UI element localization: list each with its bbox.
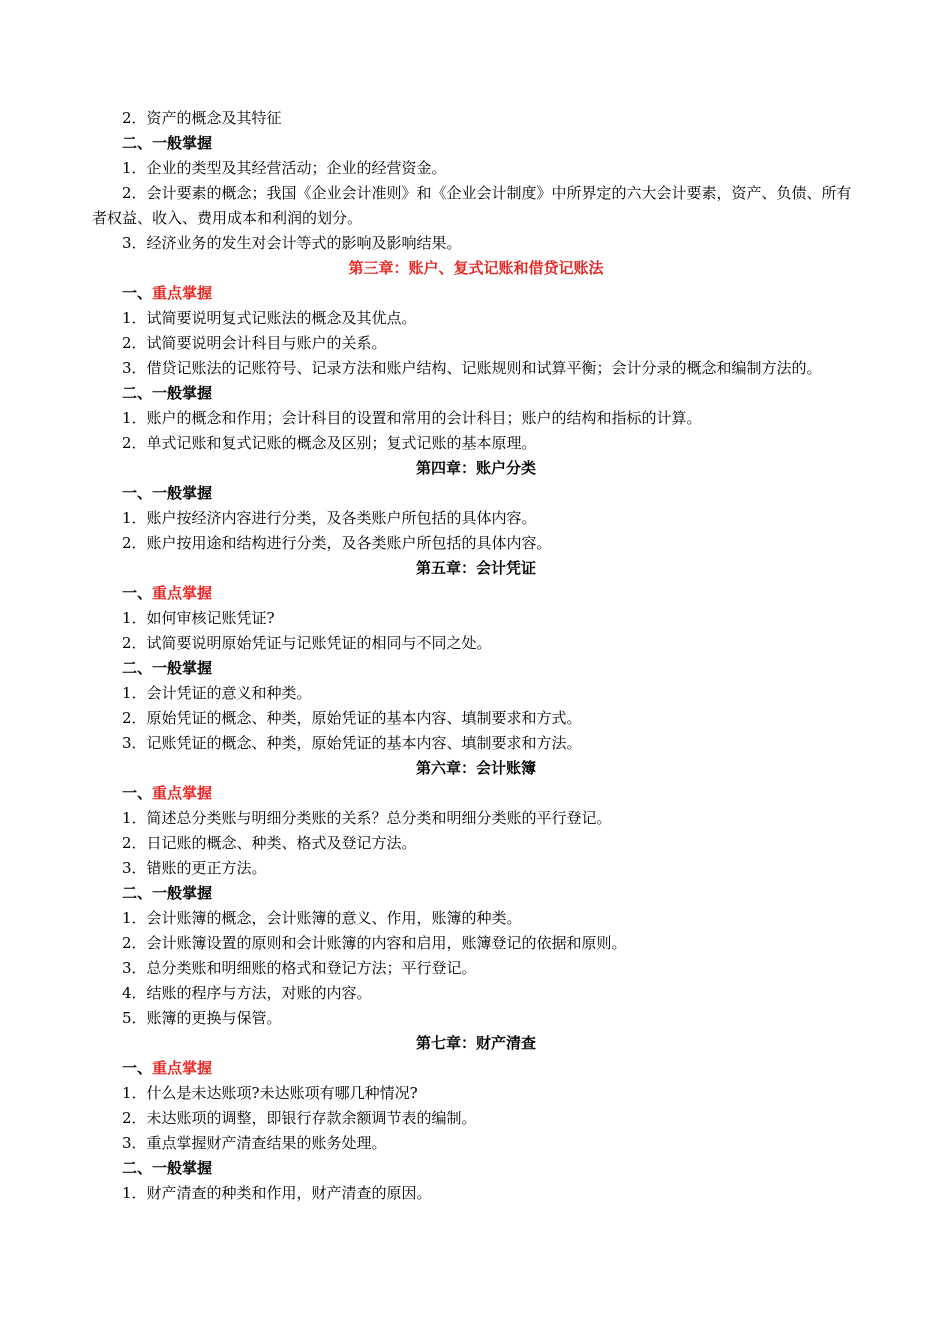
list-item: [92, 331, 860, 356]
section-heading-prefix: 二、一般掌握: [122, 134, 213, 152]
chapter-heading-text: 第六章：会计账簿: [415, 759, 536, 777]
list-item-text: 2．试简要说明会计科目与账户的关系。: [122, 334, 387, 352]
list-item: [92, 681, 860, 706]
list-item: [92, 181, 860, 231]
list-item-text: 1．财产清查的种类和作用，财产清查的原因。: [122, 1184, 432, 1202]
chapter-heading-text: 第四章：账户分类: [415, 459, 536, 477]
list-item-text: 1．会计凭证的意义和种类。: [122, 684, 312, 702]
list-item-text: 2．未达账项的调整，即银行存款余额调节表的编制。: [122, 1109, 477, 1127]
chapter-heading-text: 第五章：会计凭证: [415, 559, 536, 577]
section-heading: [92, 481, 860, 506]
section-heading-highlight: 重点掌握: [152, 1059, 213, 1077]
list-item-text: 2．单式记账和复式记账的概念及区别；复式记账的基本原理。: [122, 434, 537, 452]
list-item: [92, 906, 860, 931]
document-body: [92, 106, 860, 1206]
list-item: [92, 406, 860, 431]
section-heading: [92, 281, 860, 306]
section-heading: [92, 781, 860, 806]
list-item: [92, 631, 860, 656]
list-item-text: 2．会计账簿设置的原则和会计账簿的内容和启用，账簿登记的依据和原则。: [122, 934, 627, 952]
section-heading: [92, 131, 860, 156]
list-item-text: 1．企业的类型及其经营活动；企业的经营资金。: [122, 159, 447, 177]
list-item-text: 2．试简要说明原始凭证与记账凭证的相同与不同之处。: [122, 634, 492, 652]
list-item: [92, 856, 860, 881]
list-item-text: 3．总分类账和明细账的格式和登记方法；平行登记。: [122, 959, 477, 977]
chapter-heading-text: 第三章：账户、复式记账和借贷记账法: [348, 259, 604, 277]
section-heading-prefix: 一、: [122, 584, 153, 602]
list-item: [92, 356, 860, 381]
list-item-text: 1．简述总分类账与明细分类账的关系？总分类和明细分类账的平行登记。: [122, 809, 612, 827]
list-item-text: 1．账户的概念和作用；会计科目的设置和常用的会计科目；账户的结构和指标的计算。: [122, 409, 702, 427]
list-item: [92, 306, 860, 331]
list-item: [92, 431, 860, 456]
list-item-text: 1．什么是未达账项?未达账项有哪几种情况?: [122, 1084, 418, 1102]
list-item-text: 2．日记账的概念、种类、格式及登记方法。: [122, 834, 417, 852]
list-item-text: 4．结账的程序与方法，对账的内容。: [122, 984, 372, 1002]
list-item-text: 2．资产的概念及其特征: [122, 109, 282, 127]
list-item: [92, 1006, 860, 1031]
list-item: [92, 981, 860, 1006]
section-heading-highlight: 重点掌握: [152, 784, 213, 802]
section-heading-prefix: 一、: [122, 784, 153, 802]
section-heading: [92, 656, 860, 681]
list-item-text: 3．记账凭证的概念、种类，原始凭证的基本内容、填制要求和方法。: [122, 734, 582, 752]
list-item-text: 1．会计账簿的概念，会计账簿的意义、作用，账簿的种类。: [122, 909, 522, 927]
list-item: [92, 231, 860, 256]
list-item: [92, 106, 860, 131]
list-item: [92, 806, 860, 831]
list-item: [92, 606, 860, 631]
section-heading-prefix: 二、一般掌握: [122, 659, 213, 677]
list-item-text: 2．会计要素的概念；我国《企业会计准则》和《企业会计制度》中所界定的六大会计要素，资产、负债、所有者权益、收入、费用成本和利润的划分。: [92, 184, 852, 227]
list-item-text: 1．试简要说明复式记账法的概念及其优点。: [122, 309, 417, 327]
list-item-text: 5．账簿的更换与保管。: [122, 1009, 282, 1027]
section-heading-prefix: 二、一般掌握: [122, 384, 213, 402]
section-heading: [92, 1156, 860, 1181]
list-item-text: 1．如何审核记账凭证?: [122, 609, 275, 627]
list-item: [92, 1081, 860, 1106]
chapter-heading: [92, 1031, 860, 1056]
section-heading: [92, 1056, 860, 1081]
section-heading-highlight: 重点掌握: [152, 284, 213, 302]
chapter-heading-text: 第七章：财产清查: [415, 1034, 536, 1052]
list-item: [92, 931, 860, 956]
list-item: [92, 831, 860, 856]
section-heading-prefix: 一、: [122, 284, 153, 302]
list-item: [92, 706, 860, 731]
list-item-text: 1．账户按经济内容进行分类，及各类账户所包括的具体内容。: [122, 509, 537, 527]
list-item-text: 3．重点掌握财产清查结果的账务处理。: [122, 1134, 387, 1152]
list-item: [92, 1131, 860, 1156]
chapter-heading: [92, 456, 860, 481]
chapter-heading: [92, 256, 860, 281]
section-heading-highlight: 重点掌握: [152, 584, 213, 602]
section-heading-prefix: 二、一般掌握: [122, 1159, 213, 1177]
list-item-text: 2．账户按用途和结构进行分类，及各类账户所包括的具体内容。: [122, 534, 552, 552]
list-item: [92, 956, 860, 981]
section-heading: [92, 581, 860, 606]
list-item: [92, 506, 860, 531]
chapter-heading: [92, 556, 860, 581]
section-heading-prefix: 一、一般掌握: [122, 484, 213, 502]
section-heading: [92, 881, 860, 906]
list-item: [92, 531, 860, 556]
section-heading-prefix: 一、: [122, 1059, 153, 1077]
section-heading: [92, 381, 860, 406]
list-item-text: 2．原始凭证的概念、种类，原始凭证的基本内容、填制要求和方式。: [122, 709, 582, 727]
chapter-heading: [92, 756, 860, 781]
list-item: [92, 1181, 860, 1206]
list-item: [92, 731, 860, 756]
list-item: [92, 156, 860, 181]
list-item: [92, 1106, 860, 1131]
list-item-text: 3．经济业务的发生对会计等式的影响及影响结果。: [122, 234, 462, 252]
list-item-text: 3．错账的更正方法。: [122, 859, 267, 877]
section-heading-prefix: 二、一般掌握: [122, 884, 213, 902]
list-item-text: 3．借贷记账法的记账符号、记录方法和账户结构、记账规则和试算平衡；会计分录的概念和编制方法的。: [122, 359, 822, 377]
